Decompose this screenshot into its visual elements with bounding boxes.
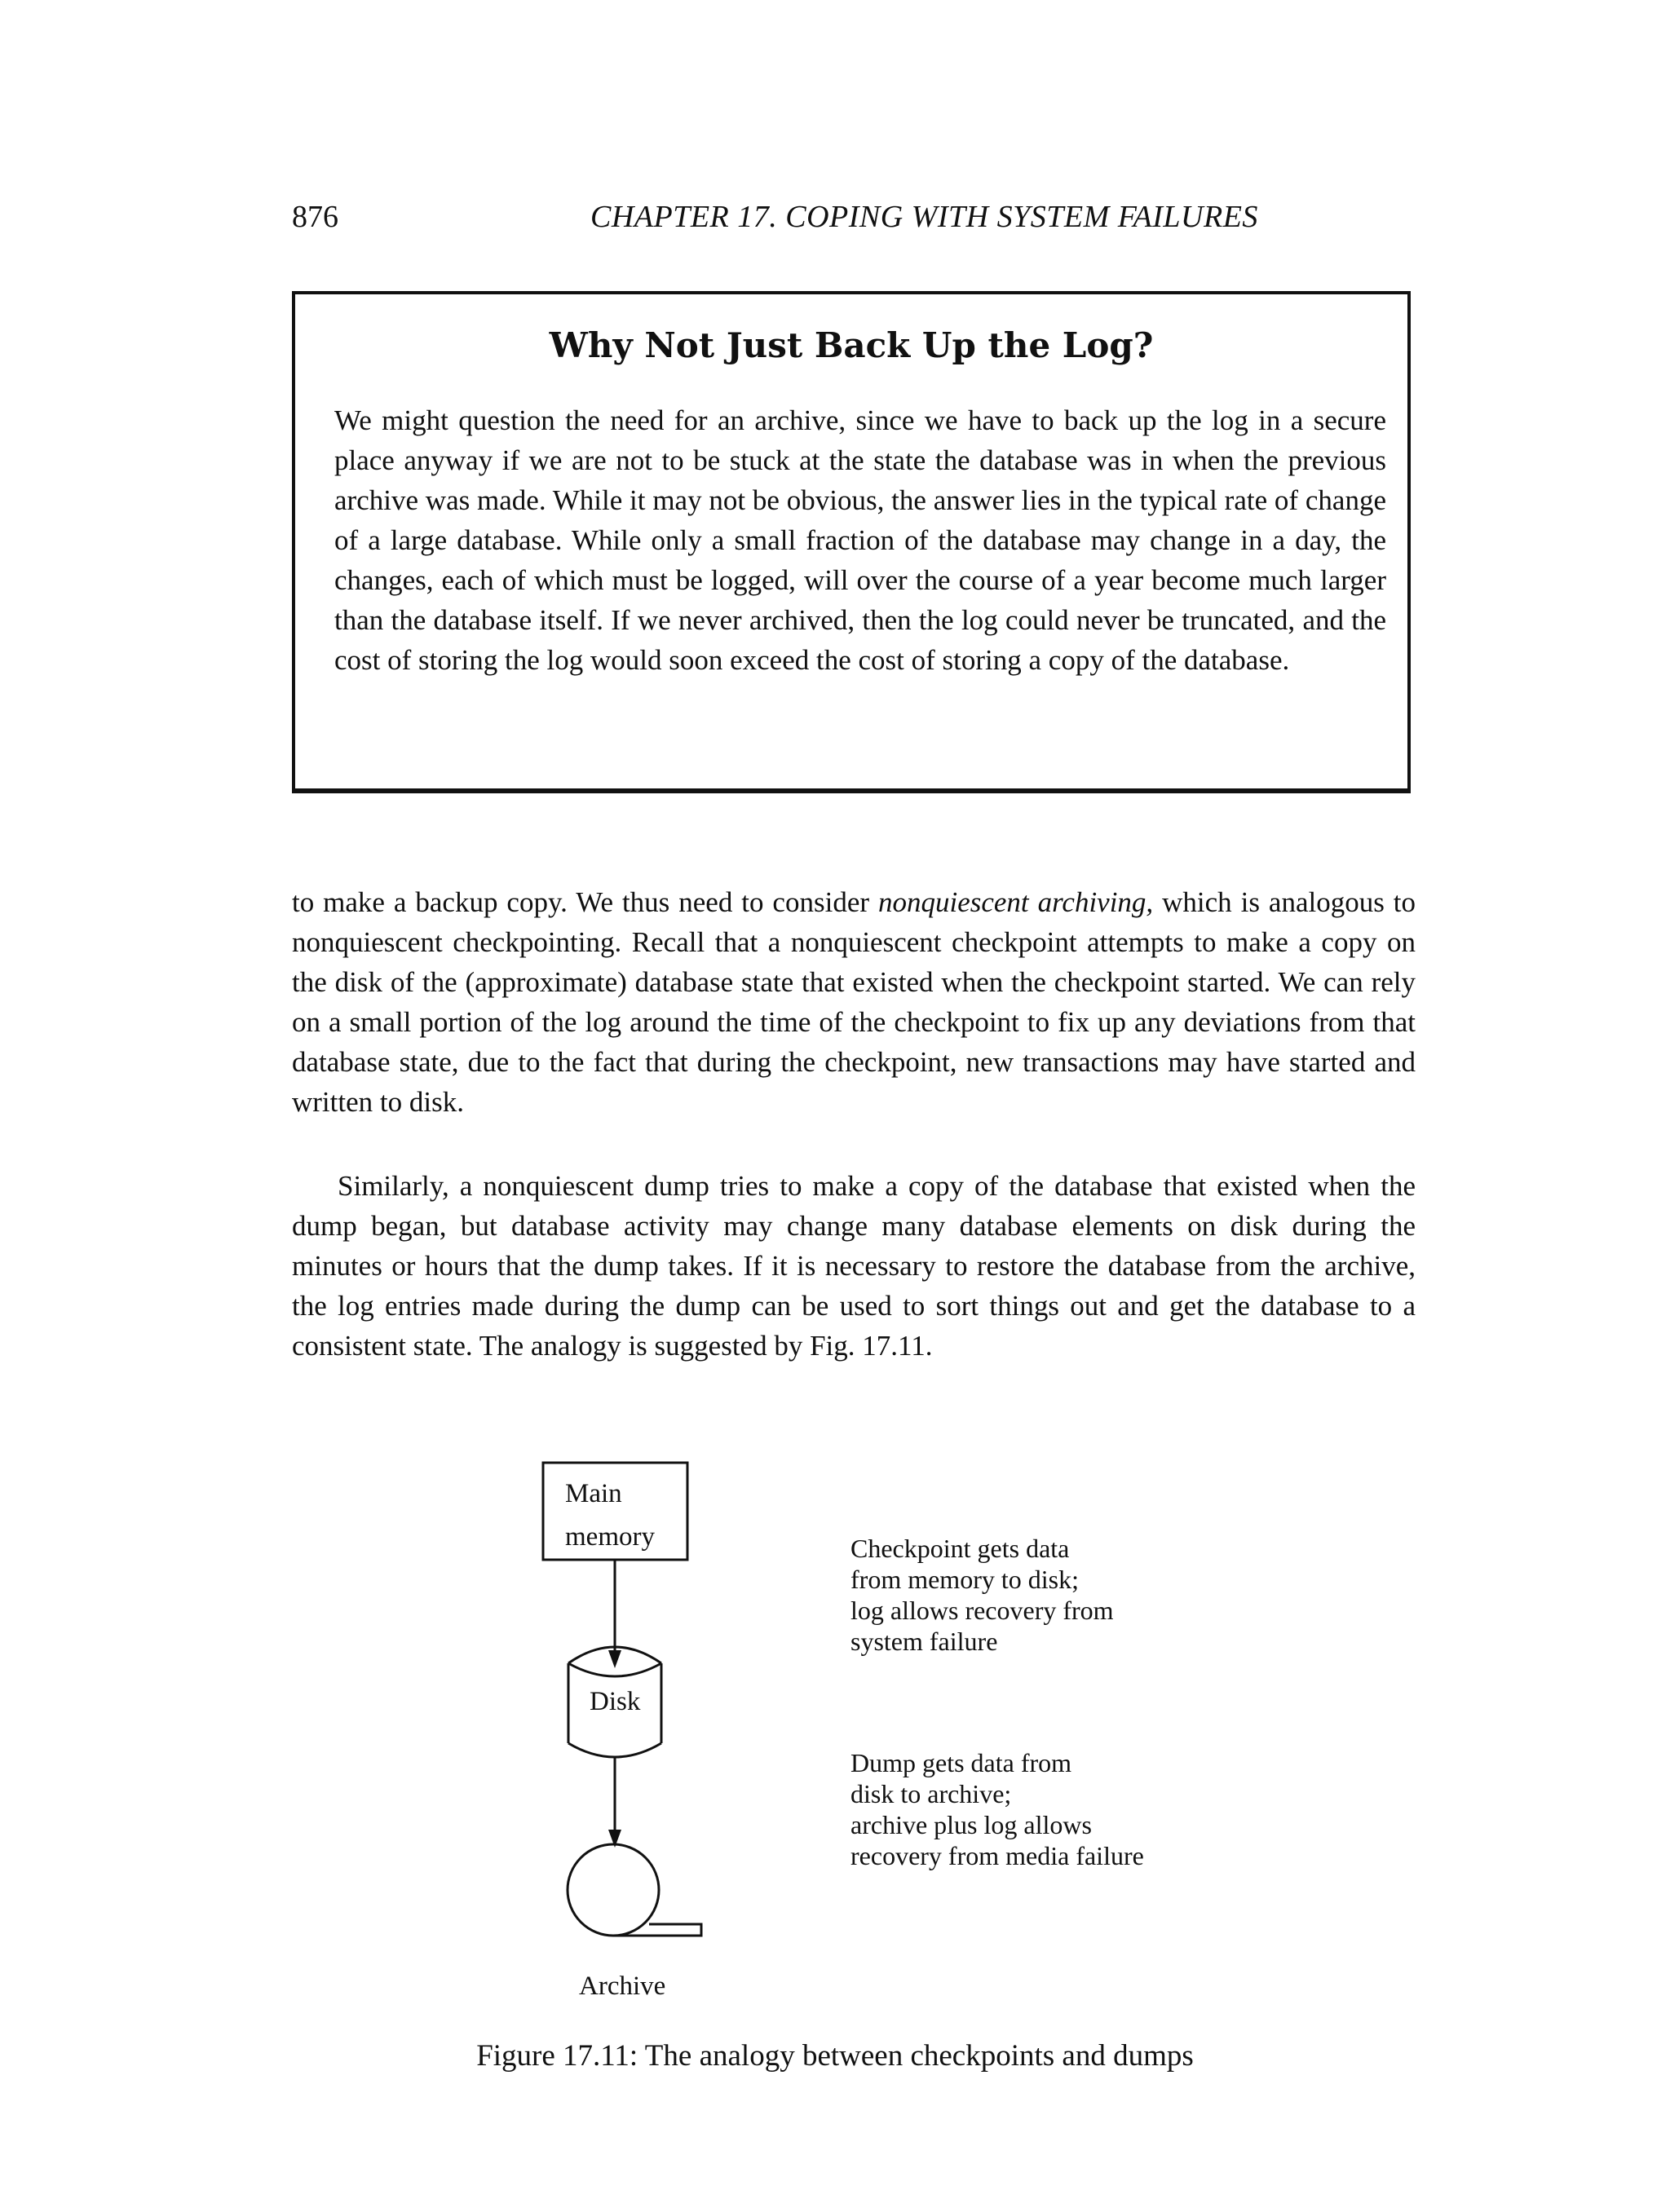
dump-note [850,1747,1144,1871]
sidebar-body: We might question the need for an archive, since we have to back up the log in a secure place anyway if we are not to be stuck at the state the database was in when the previous archive was made. While it may not be obvious, the answer lies in the typical rate of change of a large database. While only a small fraction of the database may change in a day, the changes, each of which must be logged, will over the course of a year become much larger than the database itself. If we never archived, then the log could never be truncated, and the cost of storing the log would soon exceed the cost of storing a copy of the database. [334,404,1386,676]
dump-note-line: recovery from media failure [850,1841,1144,1870]
dump-note-line: archive plus log allows [850,1810,1092,1839]
checkpoint-note-line: log allows recovery from [850,1596,1114,1625]
checkpoint-note-line: system failure [850,1627,998,1656]
paragraph-1-start: to make a backup copy. We thus need to consider [292,886,878,918]
sidebar-title: Why Not Just Back Up the Log? [549,325,1154,365]
dump-note-line: disk to archive; [850,1779,1012,1808]
checkpoint-note-line: Checkpoint gets data [850,1534,1070,1563]
term-nonquiescent-archiving: nonquiescent archiving, [877,886,1154,918]
disk-label: Disk [590,1687,641,1716]
archive-label: Archive [579,1971,666,2001]
paragraph-2-text: Similarly, a nonquiescent dump tries to make a copy of the database that existed when the dump began, but database activity may change many database elements on disk during the minutes or hours that the dump takes. If it is necessary to restore the database from the archive, the log entries made during the dump can be used to sort things out and get the database to a consistent state. The analogy is suggested by Fig. 17.11. [292,1170,1416,1362]
paragraph-1 [292,882,1416,1122]
figure-caption [0,2038,1670,2073]
main-memory-label-line1: Main [565,1479,622,1508]
figure-caption-text: Figure 17.11: The analogy between checkpoints and dumps [476,2039,1194,2073]
paragraph-1-rest: which is analogous to nonquiescent checkpointing. Recall that a nonquiescent checkpoint attempts to make a copy on the disk of the (approximate) database state that existed when the checkpoint started. We can rely on a small portion of the log around the time of the checkpoint to fix up any deviations from that database state, due to the fact that during the checkpoint, new transactions may have started and written to disk. [292,886,1416,1118]
archive-tape-icon [568,1844,701,1936]
dump-note-line: Dump gets data from [850,1748,1072,1777]
arrow-memory-to-disk-head [608,1650,621,1668]
paragraph-2 [292,1166,1416,1366]
arrow-disk-to-archive-head [608,1830,621,1848]
page-number: 876 [292,200,338,234]
main-memory-label [565,1472,655,1559]
main-memory-label-line2: memory [565,1522,655,1552]
chapter-title: CHAPTER 17. COPING WITH SYSTEM FAILURES [590,200,1258,234]
sidebar-box [292,291,1411,793]
checkpoint-note-line: from memory to disk; [850,1565,1079,1594]
checkpoint-note [850,1533,1114,1657]
